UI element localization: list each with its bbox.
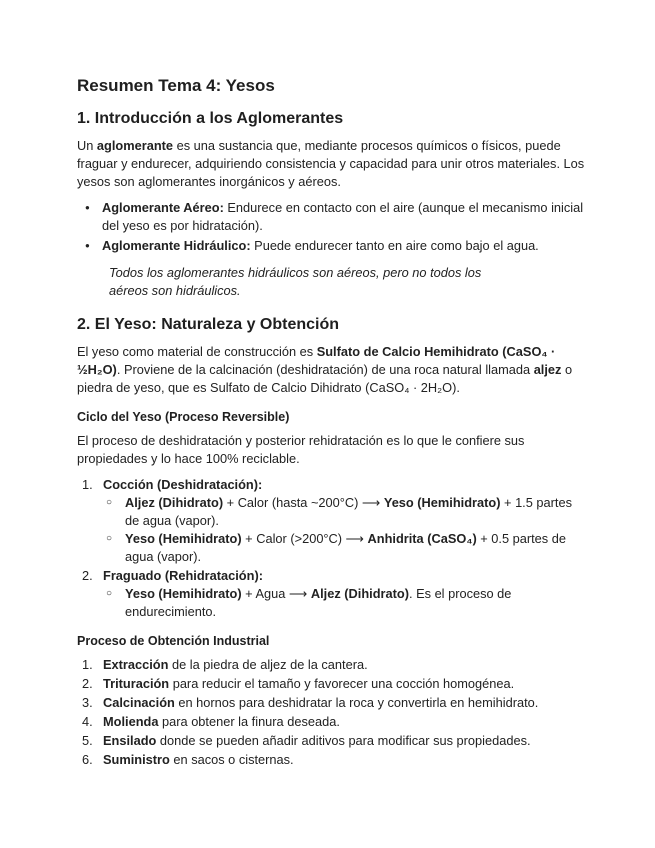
cycle-steps-list (77, 476, 585, 621)
list-item: 3. Calcinación en hornos para deshidratar la roca y convertirla en hemihidrato. (82, 695, 539, 710)
cocción-reactions (103, 494, 585, 566)
list-item: 4. Molienda para obtener la finura deseada. (82, 714, 340, 729)
reaction-item: ○ Aljez (Dihidrato) + Calor (hasta ~200°C) ⟶ Yeso (Hemihidrato) + 1.5 partes de agua (vapor). (103, 494, 585, 530)
binder-types-list (77, 199, 585, 255)
italic-note: Todos los aglomerantes hidráulicos son aéreos, pero no todos los aéreos son hidráulicos. (109, 265, 482, 298)
cycle-paragraph: El proceso de deshidratación y posterior rehidratación es lo que le confiere sus propiedades y lo hace 100% reciclable. (77, 433, 525, 466)
list-item-aerial: ● Aglomerante Aéreo: Endurece en contacto con el aire (aunque el mecanismo inicial del yeso es por hidratación). (85, 199, 585, 235)
list-item: 6. Suministro en sacos o cisternas. (82, 752, 294, 767)
intro-paragraph: Un aglomerante es una sustancia que, mediante procesos químicos o físicos, puede fraguar y endurecer, adquiriendo consistencia y capacidad para unir otros materiales. Los yesos son aglomerantes inorgánicos y aéreos. (77, 138, 585, 189)
list-item: 2. Trituración para reducir el tamaño y favorecer una cocción homogénea. (82, 676, 515, 691)
subheading-industrial: Proceso de Obtención Industrial (77, 634, 270, 648)
list-item-hydraulic: ● Aglomerante Hidráulico: Puede endurecer tanto en aire como bajo el agua. (85, 237, 585, 255)
section-heading-gypsum: 2. El Yeso: Naturaleza y Obtención (77, 316, 340, 333)
subheading-cycle: Ciclo del Yeso (Proceso Reversible) (77, 410, 290, 424)
reaction-item: ○ Yeso (Hemihidrato) + Calor (>200°C) ⟶ Anhidrita (CaSO₄) + 0.5 partes de agua (vapor). (103, 530, 585, 566)
reaction-item: ○ Yeso (Hemihidrato) + Agua ⟶ Aljez (Dihidrato). Es el proceso de endurecimiento. (103, 585, 585, 621)
cycle-step-fraguado: 2. Fraguado (Rehidratación): ○ Yeso (Hemihidrato) + Agua ⟶ Aljez (Dihidrato). Es el proceso de endurecimiento. (77, 567, 585, 621)
industrial-steps-list (77, 656, 585, 769)
cycle-step-cocción: 1. Cocción (Deshidratación): ○ Aljez (Dihidrato) + Calor (hasta ~200°C) ⟶ Yeso (Hemihidrato) + 1.5 partes de agua (vapor). ○ Yeso (Hemihidrato) + Calor (>200°C) ⟶ Anhidrita (CaSO₄) + 0.5 partes de agua (vapor). (77, 476, 585, 566)
list-item: 1. Extracción de la piedra de aljez de la cantera. (82, 657, 368, 672)
list-item: 5. Ensilado donde se pueden añadir aditivos para modificar sus propiedades. (82, 733, 531, 748)
fraguado-reactions (103, 585, 585, 621)
section-heading-intro: 1. Introducción a los Aglomerantes (77, 110, 344, 127)
document-title: Resumen Tema 4: Yesos (77, 76, 275, 95)
gypsum-paragraph: El yeso como material de construcción es Sulfato de Calcio Hemihidrato (CaSO₄ · ½H₂O). Proviene de la calcinación (deshidratación) de una roca natural llamada aljez o piedra de yeso, que es Sulfato de Calcio Dihidrato (CaSO₄ · 2H₂O). (77, 344, 573, 395)
